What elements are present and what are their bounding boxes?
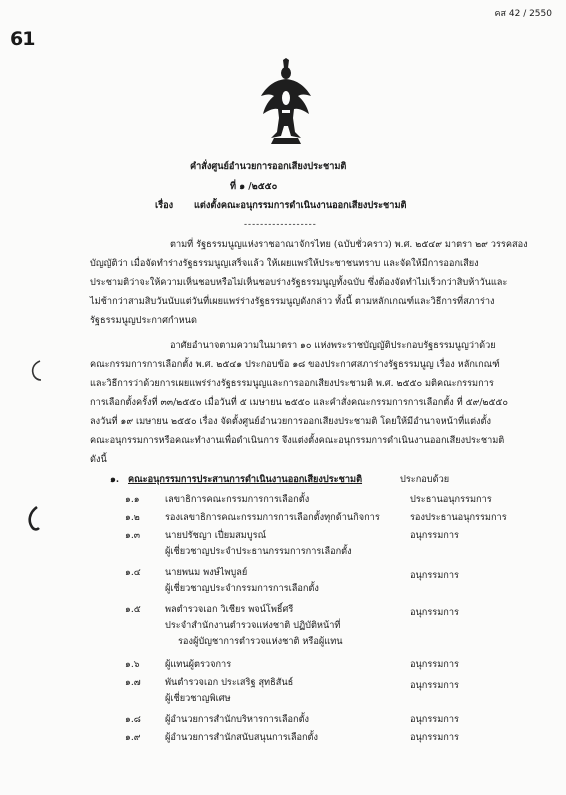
member-name: นายปรัชญา เปี่ยมสมบูรณ์ [165,530,267,541]
section-suffix: ประกอบด้วย [400,474,450,485]
subject-text: แต่งตั้งคณะอนุกรรมการดำเนินงานออกเสียงประชามติ [194,200,407,211]
member-number: ๑.๖ [125,659,140,670]
margin-mark-icon [24,505,42,533]
member-name: ผู้อำนวยการสำนักบริหารการเลือกตั้ง [165,714,310,725]
member-role: อนุกรรมการ [410,714,459,725]
garuda-emblem-icon [257,58,315,148]
order-number: ที่ ๑ /๒๕๕๐ [230,181,278,192]
member-detail: ผู้เชี่ยวชาญประจำประธานกรรมการการเลือกตั้ง [165,546,352,557]
member-role: อนุกรรมการ [410,607,459,618]
member-detail: รองผู้บัญชาการตำรวจแห่งชาติ หรือผู้แทน [178,636,343,647]
member-detail: ผู้เชี่ยวชาญพิเศษ [165,693,231,704]
subject-label: เรื่อง [155,200,174,211]
member-role: อนุกรรมการ [410,680,459,691]
member-name: ผู้แทนผู้ตรวจการ [165,659,232,670]
member-name: เลขาธิการคณะกรรมการการเลือกตั้ง [165,494,310,505]
paragraph-line: คณะกรรมการการเลือกตั้ง พ.ศ. ๒๕๔๑ ประกอบข้อ ๑๘ ของประกาศสภาร่างรัฐธรรมนูญ เรื่อง หลักเกณฑ์ [90,359,500,370]
member-number: ๑.๔ [125,567,141,578]
member-role: อนุกรรมการ [410,659,459,670]
member-role: รองประธานอนุกรรมการ [410,512,507,523]
paragraph-line: ประชามติว่าจะให้ความเห็นชอบหรือไม่เห็นชอบร่างรัฐธรรมนูญทั้งฉบับ ซึ่งต้องจัดทำไม่เร็วกว่าสิบห้าวันและ [90,277,508,288]
separator-line: ------------------ [244,220,317,230]
paragraph-line: ดังนี้ [90,454,107,465]
paragraph-line: ไม่ช้ากว่าสามสิบวันนับแต่วันที่เผยแพร่ร่างรัฐธรรมนูญดังกล่าว ทั้งนี้ ตามหลักเกณฑ์และวิธีการที่สภาร่าง [90,296,495,307]
section-number: ๑. [110,474,120,485]
margin-mark-icon [28,358,44,384]
member-name: รองเลขาธิการคณะกรรมการการเลือกตั้งทุกด้านกิจการ [165,512,380,523]
document-reference: คส 42 / 2550 [494,9,552,19]
section-title: คณะอนุกรรมการประสานการดำเนินงานออกเสียงประชามติ [128,474,363,485]
member-number: ๑.๒ [125,512,140,523]
member-role: ประธานอนุกรรมการ [410,494,492,505]
paragraph-line: และวิธีการว่าด้วยการเผยแพร่ร่างรัฐธรรมนูญและการออกเสียงประชามติ พ.ศ. ๒๕๕๐ มติคณะกรรมการ [90,378,494,389]
member-role: อนุกรรมการ [410,732,459,743]
member-number: ๑.๓ [125,530,141,541]
member-number: ๑.๘ [125,714,141,725]
member-number: ๑.๗ [125,677,141,688]
member-number: ๑.๑ [125,494,140,505]
member-name: พลตำรวจเอก วิเชียร พจน์โพธิ์ศรี [165,604,294,615]
paragraph-line: ลงวันที่ ๑๙ เมษายน ๒๕๕๐ เรื่อง จัดตั้งศูนย์อำนวยการออกเสียงประชามติ โดยให้มีอำนาจหน้าที่แต่งตั้ง [90,416,491,427]
paragraph-line: บัญญัติว่า เมื่อจัดทำร่างรัฐธรรมนูญเสร็จแล้ว ให้เผยแพร่ให้ประชาชนทราบ และจัดให้มีการออกเสียง [90,258,479,269]
member-role: อนุกรรมการ [410,570,459,581]
order-title: คำสั่งศูนย์อำนวยการออกเสียงประชามติ [190,161,347,172]
handwritten-mark: 61 [10,28,35,50]
member-detail: ผู้เชี่ยวชาญประจำกรรมการการเลือกตั้ง [165,583,319,594]
paragraph-line: การเลือกตั้งครั้งที่ ๓๓/๒๕๕๐ เมื่อวันที่ ๕ เมษายน ๒๕๕๐ และคำสั่งคณะกรรมการการเลือกตั้ง ที่ ๕๙/๒๕๕๐ [90,397,508,408]
member-name: ผู้อำนวยการสำนักสนับสนุนการเลือกตั้ง [165,732,318,743]
member-role: อนุกรรมการ [410,530,459,541]
member-name: พันตำรวจเอก ประเสริฐ สุทธิสันธ์ [165,677,294,688]
paragraph-line: ตามที่ รัฐธรรมนูญแห่งราชอาณาจักรไทย (ฉบับชั่วคราว) พ.ศ. ๒๕๔๙ มาตรา ๒๙ วรรคสอง [170,239,528,250]
member-name: นายพนม พงษ์ไพบูลย์ [165,567,248,578]
paragraph-line: อาศัยอำนาจตามความในมาตรา ๑๐ แห่งพระราชบัญญัติประกอบรัฐธรรมนูญว่าด้วย [170,340,496,351]
member-number: ๑.๕ [125,604,141,615]
member-number: ๑.๙ [125,732,141,743]
paragraph-line: คณะอนุกรรมการหรือคณะทำงานเพื่อดำเนินการ จึงแต่งตั้งคณะอนุกรรมการดำเนินงานออกเสียงประชามติ [90,435,505,446]
member-detail: ประจำสำนักงานตำรวจแห่งชาติ ปฏิบัติหน้าที่ [165,620,341,631]
paragraph-line: รัฐธรรมนูญประกาศกำหนด [90,315,197,326]
